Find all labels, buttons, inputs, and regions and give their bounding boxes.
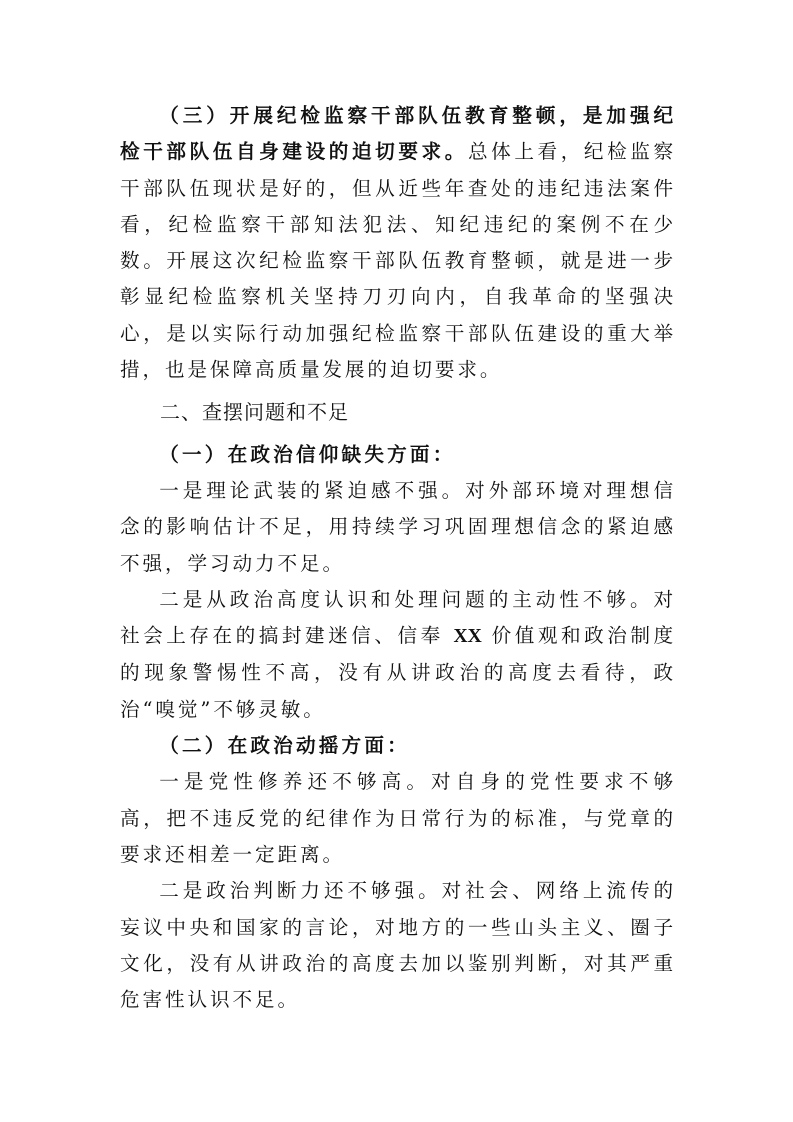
section-3-lead: （三）开展纪检监察干部队伍教育整顿，是加强纪检干部队伍自身建设的迫切要求。 <box>120 104 676 164</box>
paragraph-wavering-item-1: 一是党性修养还不够高。对自身的党性要求不够高，把不违反党的纪律作为日常行为的标准，与党章的要求还相差一定距离。 <box>120 770 676 866</box>
paragraph-belief-item-2 <box>120 582 676 728</box>
placeholder-xx: XX <box>453 626 482 648</box>
heading-problems: 二、查摆问题和不足 <box>160 400 349 425</box>
document-page <box>120 98 676 1018</box>
belief-item-2-before: 二是从政治高度认识和处理问题的主动性不够。对社会上存在的搞封建迷信、信奉 <box>120 587 676 648</box>
paragraph-wavering-item-2: 二是政治判断力还不够强。对社会、网络上流传的妄议中央和国家的言论，对地方的一些山头主义、圈子文化，没有从讲政治的高度去加以鉴别判断，对其严重危害性认识不足。 <box>120 879 676 1012</box>
subheading-political-wavering: （二）在政治动摇方面： <box>159 734 410 758</box>
subheading-political-belief: （一）在政治信仰缺失方面： <box>159 442 456 466</box>
belief-item-2-after: 价值观和政治制度的现象警惕性不高，没有从讲政治的高度去看待，政治“嗅觉”不够灵敏。 <box>120 624 676 721</box>
paragraph-section-3 <box>120 98 676 388</box>
paragraph-belief-item-1: 一是理论武装的紧迫感不强。对外部环境对理想信念的影响估计不足，用持续学习巩固理想信念的紧迫感不强，学习动力不足。 <box>120 478 676 575</box>
section-3-body: 总体上看，纪检监察干部队伍现状是好的，但从近些年查处的违纪违法案件看，纪检监察干部知法犯法、知纪违纪的案例不在少数。开展这次纪检监察干部队伍教育整顿，就是进一步彰显纪检监察机关坚持刀刃向内，自我革命的坚强决心，是以实际行动加强纪检监察干部队伍建设的重大举措，也是保障高质量发展的迫切要求。 <box>120 140 676 382</box>
